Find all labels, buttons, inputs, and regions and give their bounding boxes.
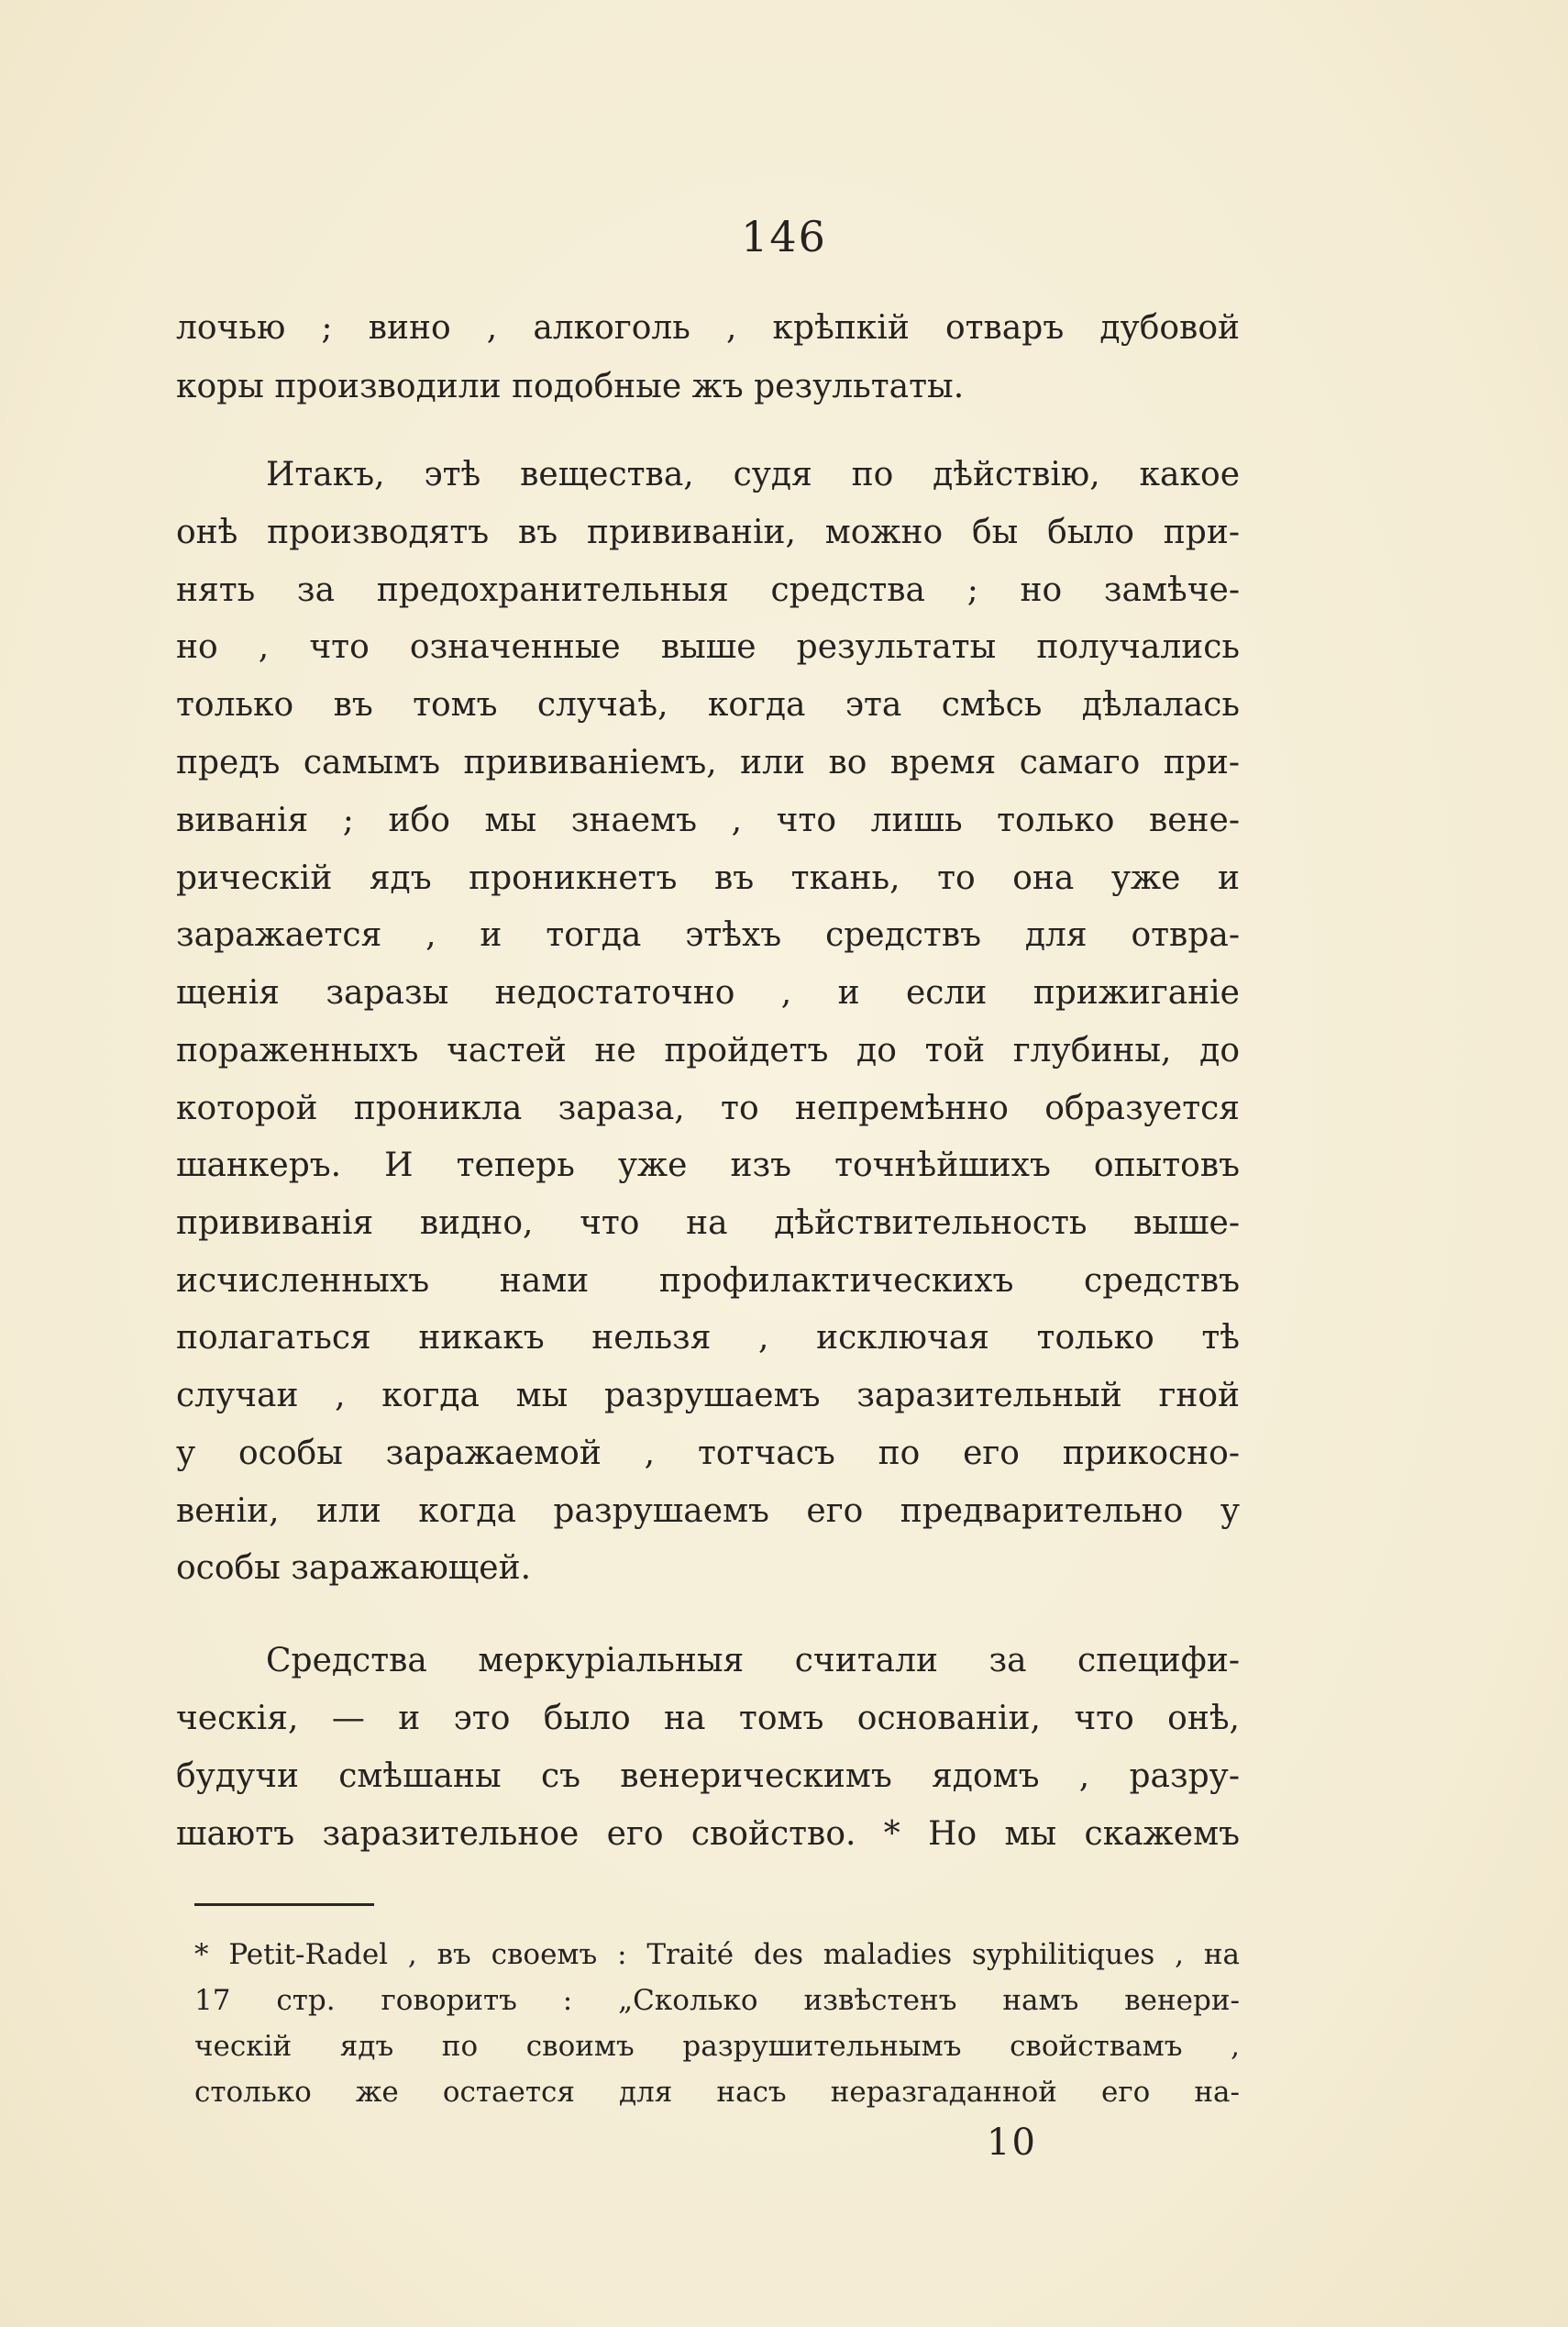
- body-line: предъ самымъ прививаніемъ, или во время самаго при-: [176, 744, 1240, 781]
- body-line: исчисленныхъ нами профилактическихъ средствъ: [176, 1262, 1240, 1300]
- signature-mark: 10: [987, 2122, 1037, 2164]
- body-line: у особы заражаемой , тотчасъ по его прикосно-: [176, 1435, 1240, 1472]
- body-line: полагаться никакъ нельзя , исключая только тѣ: [176, 1319, 1240, 1357]
- body-line: только въ томъ случаѣ, когда эта смѣсь дѣлалась: [176, 686, 1240, 724]
- body-line: лочью ; вино , алкоголь , крѣпкій отваръ дубовой: [176, 309, 1240, 347]
- body-line: коры производили подобные жъ результаты.: [176, 368, 965, 405]
- body-line: прививанія видно, что на дѣйствительность выше-: [176, 1204, 1240, 1242]
- body-line: Средства меркуріальныя считали за специфи-: [266, 1642, 1240, 1679]
- body-line: шанкеръ. И теперь уже изъ точнѣйшихъ опытовъ: [176, 1147, 1240, 1184]
- body-line: онѣ производятъ въ прививаніи, можно бы было при-: [176, 514, 1240, 551]
- body-line: нять за предохранительныя средства ; но замѣче-: [176, 571, 1240, 609]
- body-line: будучи смѣшаны съ венерическимъ ядомъ , разру-: [176, 1757, 1240, 1795]
- body-line: но , что означенные выше результаты получались: [176, 628, 1240, 666]
- page-number: 146: [741, 212, 827, 261]
- body-line: случаи , когда мы разрушаемъ заразительный гной: [176, 1377, 1240, 1414]
- body-line: ческія, — и это было на томъ основаніи, что онѣ,: [176, 1700, 1240, 1737]
- body-line: веніи, или когда разрушаемъ его предварительно у: [176, 1492, 1240, 1530]
- footnote-line: ческій ядъ по своимъ разрушительнымъ свойствамъ ,: [194, 2030, 1240, 2063]
- body-line: Итакъ, этѣ вещества, судя по дѣйствію, какое: [266, 456, 1240, 493]
- body-line: особы заражающей.: [176, 1549, 532, 1587]
- body-line: рическій ядъ проникнетъ въ ткань, то она уже и: [176, 859, 1240, 897]
- footnote-rule: [194, 1903, 374, 1906]
- body-line: заражается , и тогда этѣхъ средствъ для отвра-: [176, 916, 1240, 954]
- body-line: пораженныхъ частей не пройдетъ до той глубины, до: [176, 1032, 1240, 1069]
- footnote-line: * Petit-Radel , въ своемъ : Traité des maladies syphilitiques , на: [194, 1938, 1240, 1971]
- footnote-line: столько же остается для насъ неразгаданной его на-: [194, 2076, 1240, 2109]
- footnote-line: 17 стр. говоритъ : „Сколько извѣстенъ намъ венери-: [194, 1984, 1240, 2017]
- body-line: которой проникла зараза, то непремѣнно образуется: [176, 1090, 1240, 1127]
- body-line: шаютъ заразительное его свойство. * Но мы скажемъ: [176, 1815, 1240, 1853]
- body-line: виванія ; ибо мы знаемъ , что лишь только вене-: [176, 802, 1240, 839]
- body-line: щенія заразы недостаточно , и если прижиганіе: [176, 974, 1240, 1012]
